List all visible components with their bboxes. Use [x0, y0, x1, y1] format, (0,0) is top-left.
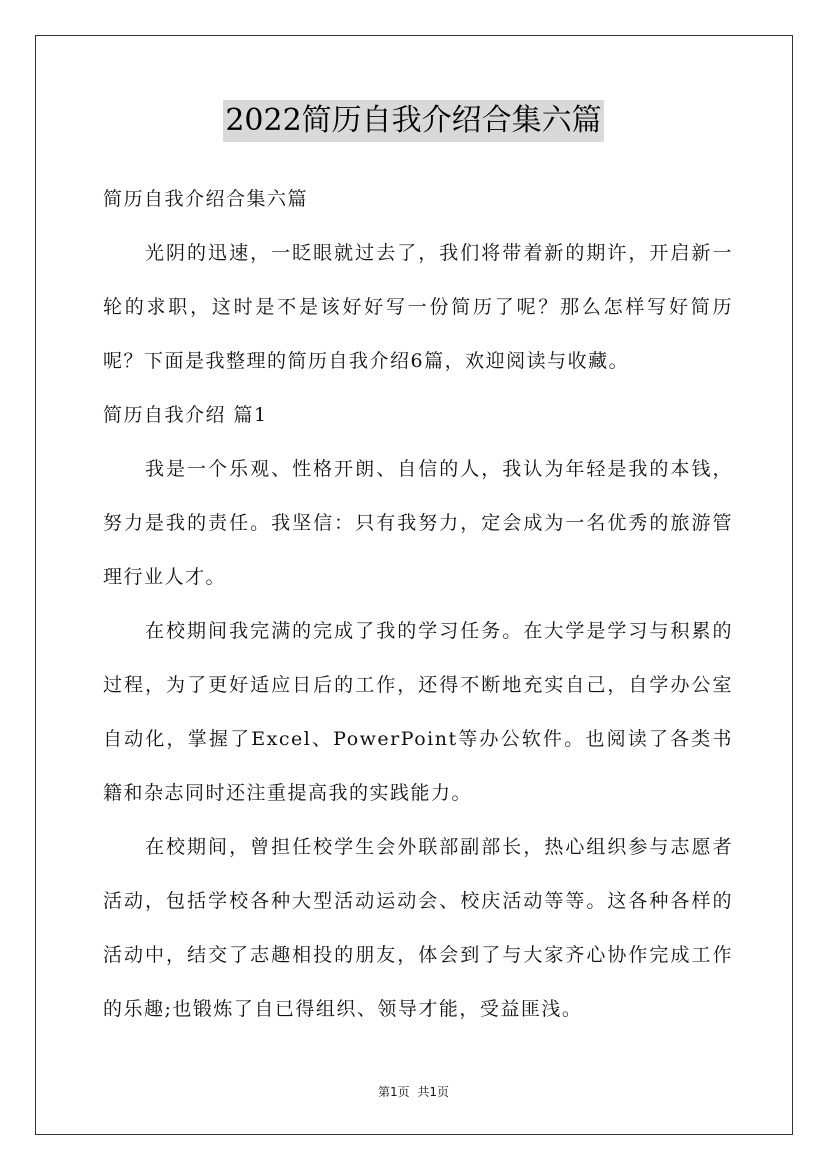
section-heading: 简历自我介绍 篇1 [103, 404, 268, 426]
document-body [103, 172, 733, 1036]
page-footer [0, 1083, 827, 1100]
page-number: 第1页 [378, 1085, 410, 1099]
subtitle: 简历自我介绍合集六篇 [103, 188, 309, 210]
document-title: 2022简历自我介绍合集六篇 [223, 100, 603, 142]
page-total: 共1页 [417, 1085, 449, 1099]
intro-paragraph: 光阴的迅速，一眨眼就过去了，我们将带着新的期许，开启新一轮的求职，这时是不是该好好写一份简历了呢？那么怎样写好简历呢？下面是我整理的简历自我介绍6篇，欢迎阅读与收藏。 [103, 242, 733, 372]
title-container [0, 100, 827, 142]
body-paragraph-2: 在校期间我完满的完成了我的学习任务。在大学是学习与积累的过程，为了更好适应日后的工作，还得不断地充实自己，自学办公室自动化，掌握了Excel、PowerPoint等办公软件。也阅读了各类书籍和杂志同时还注重提高我的实践能力。 [103, 620, 733, 804]
body-paragraph-1: 我是一个乐观、性格开朗、自信的人，我认为年轻是我的本钱，努力是我的责任。我坚信：只有我努力，定会成为一名优秀的旅游管理行业人才。 [103, 458, 733, 588]
body-paragraph-3: 在校期间，曾担任校学生会外联部副部长，热心组织参与志愿者活动，包括学校各种大型活动运动会、校庆活动等等。这各种各样的活动中，结交了志趣相投的朋友，体会到了与大家齐心协作完成工作的乐趣;也锻炼了自已得组织、领导才能，受益匪浅。 [103, 836, 733, 1020]
